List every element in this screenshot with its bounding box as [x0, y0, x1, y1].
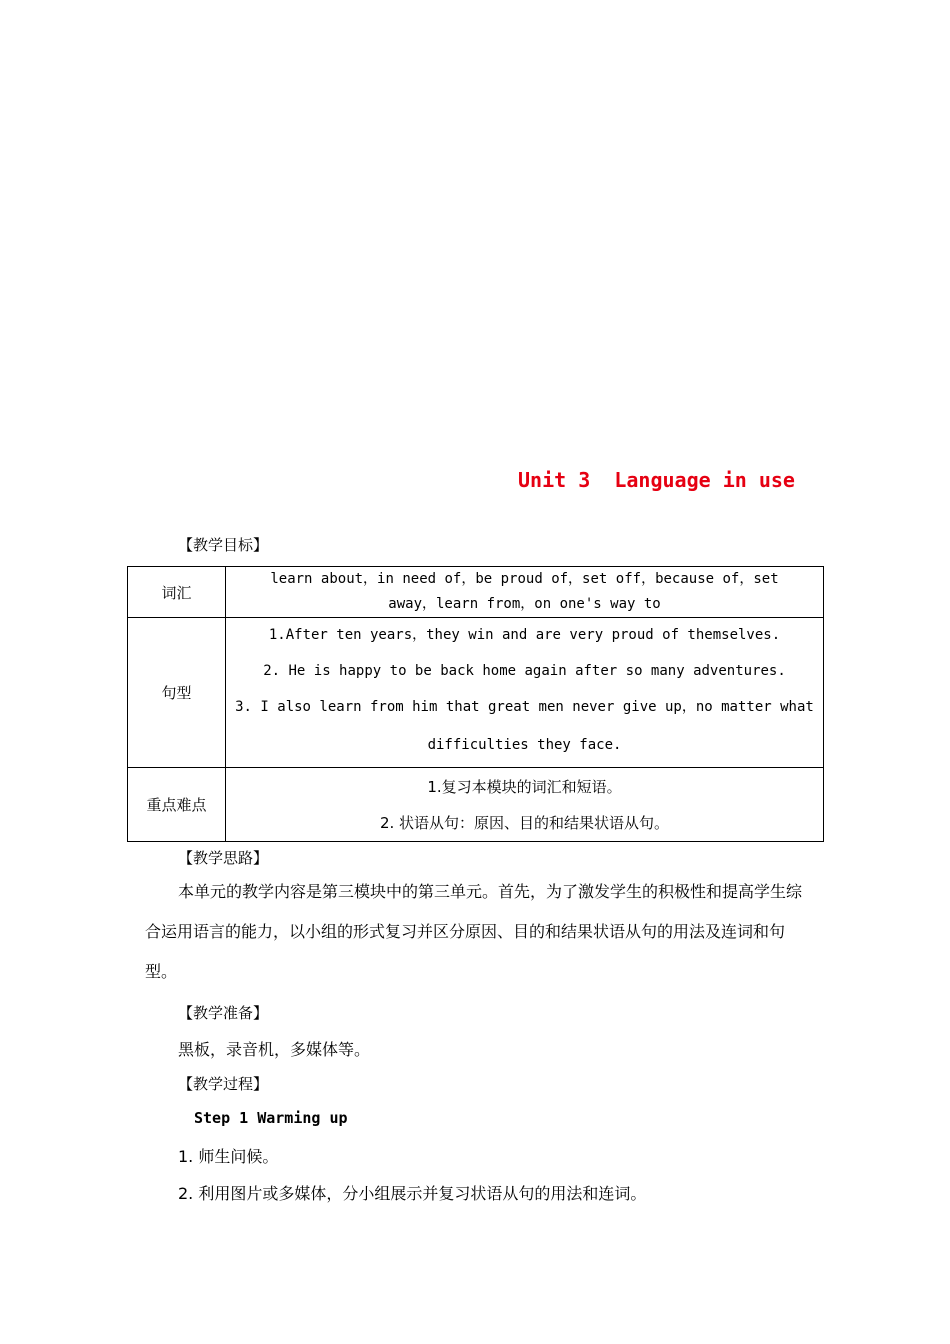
key-label: 重点难点 — [128, 768, 226, 842]
sentence-3a: 3. I also learn from him that great men never give up，no matter what — [235, 698, 814, 715]
ideas-heading: 【教学思路】 — [178, 849, 269, 867]
process-item-2: 2. 利用图片或多媒体，分小组展示并复习状语从句的用法和连词。 — [178, 1184, 647, 1203]
step1-title: Step 1 Warming up — [194, 1109, 348, 1127]
sentence-label: 句型 — [128, 618, 226, 768]
key-2: 2. 状语从句：原因、目的和结果状语从句。 — [379, 813, 670, 832]
vocab-content — [226, 567, 824, 618]
sentence-2: 2. He is happy to be back home again after so many adventures. — [263, 662, 786, 679]
sentence-1: 1.After ten years，they win and are very proud of themselves. — [268, 626, 781, 643]
goals-table — [127, 566, 824, 842]
key-1: 1.复习本模块的词汇和短语。 — [427, 777, 622, 796]
goals-heading: 【教学目标】 — [178, 536, 269, 554]
process-item-1: 1. 师生问候。 — [178, 1147, 279, 1166]
prep-text: 黑板，录音机，多媒体等。 — [178, 1040, 371, 1059]
vocab-line-2: away，learn from，on one's way to — [388, 596, 661, 612]
process-heading: 【教学过程】 — [178, 1075, 269, 1093]
key-row — [128, 768, 824, 842]
sentence-content — [226, 618, 824, 768]
key-content — [226, 768, 824, 842]
prep-heading: 【教学准备】 — [178, 1004, 269, 1022]
unit-title: Unit 3 Language in use — [518, 468, 795, 492]
ideas-paragraph: 本单元的教学内容是第三模块中的第三单元。首先，为了激发学生的积极性和提高学生综合运用语言的能力，以小组的形式复习并区分原因、目的和结果状语从句的用法及连词和句型。 — [145, 882, 803, 981]
sentence-row — [128, 618, 824, 768]
vocab-row — [128, 567, 824, 618]
vocab-label: 词汇 — [128, 567, 226, 618]
sentence-3b: difficulties they face. — [427, 736, 622, 753]
vocab-line-1: learn about，in need of，be proud of，set off，because of，set — [270, 571, 779, 587]
